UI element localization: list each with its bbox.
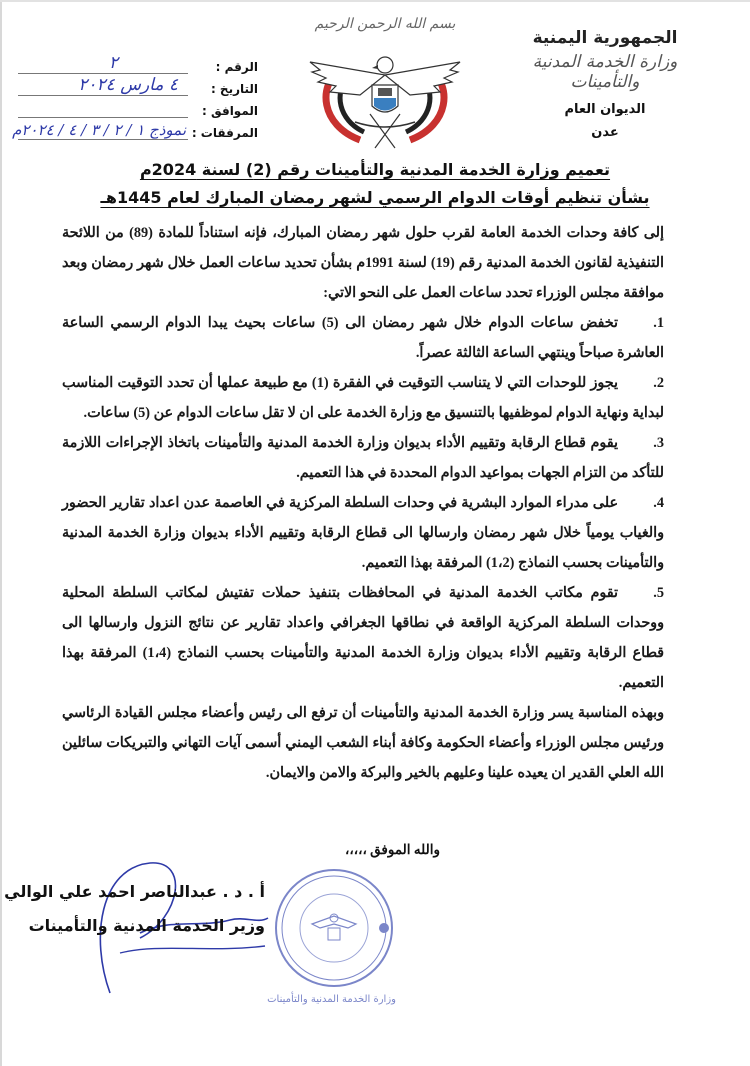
list-item-text: تخفض ساعات الدوام خلال شهر رمضان الى (5) ساعات بحيث يبدا الدوام الرسمي الساعة العاشرة صباحاً وينتهي الساعة الثالثة عصراً. xyxy=(62,315,664,361)
ref-number-value: ٢ xyxy=(108,53,118,73)
ref-attachments-row xyxy=(12,118,258,140)
ref-number-line xyxy=(18,55,188,74)
list-item-text: تقوم مكاتب الخدمة المدنية في المحافظات بتنفيذ حملات تفتيش لمكاتب السلطة المحلية ووحدات السلطة المركزية الواقعة في نطاقها الجغرافي واعداد تقارير عن نتائج النزول وارسالها الى قطاع الرقابة وتقييم الأداء بديوان وزارة الخدمة المدنية والتأمينات بحسب النماذج (1،4) المرفقة بهذا التعميم. xyxy=(62,585,665,691)
ref-number-label: الرقم : xyxy=(215,60,258,74)
list-item-text: يجوز للوحدات التي لا يتناسب التوقيت في الفقرة (1) مع طبيعة عملها أن تحدد التوقيت المناسب لبداية ونهاية الدوام لموظفيها بالتنسيق مع وزارة الخدمة على ان لا تقل ساعات الدوام عن (5) ساعات. xyxy=(62,375,664,421)
ref-attachments-label: المرفقات : xyxy=(191,126,258,140)
office-name: الديوان العام xyxy=(564,102,646,117)
reference-fields xyxy=(12,52,258,140)
circular-subtitle-text: بشأن تنظيم أوقات الدوام الرسمي لشهر رمضان المبارك لعام 1445هـ xyxy=(100,188,650,207)
ref-date-label: التاريخ : xyxy=(210,82,258,96)
official-stamp-icon xyxy=(272,866,396,990)
page-edge xyxy=(0,0,750,2)
list-item-text: يقوم قطاع الرقابة وتقييم الأداء بديوان وزارة الخدمة المدنية والتأمينات باتخاذ الإجراءات اللازمة للتأكد من التزام الجهات بمواعيد الدوام المحددة في هذا التعميم. xyxy=(62,435,664,481)
signatory-title: وزير الخدمة المدنية والتأمينات xyxy=(28,916,265,935)
ref-corresponding-line xyxy=(18,99,188,118)
ref-corresponding-row xyxy=(18,96,258,118)
list-item-number: 3. xyxy=(653,435,664,451)
salutation: والله الموفق ،،،،، xyxy=(345,842,440,857)
list-item xyxy=(62,488,664,578)
ref-date-row xyxy=(18,74,258,96)
list-item xyxy=(62,308,664,368)
circular-subtitle xyxy=(0,188,750,207)
list-item xyxy=(62,578,664,698)
ref-corresponding-label: الموافق : xyxy=(202,104,258,118)
city-name: عدن xyxy=(591,125,619,140)
list-item-text: على مدراء الموارد البشرية في وحدات السلطة المركزية في العاصمة عدن اعداد تقارير الحضور والغياب يومياً خلال شهر رمضان وارسالها الى قطاع الرقابة وتقييم الأداء بديوان وزارة الخدمة المدنية والتأمينات بحسب النماذج (1،2) المرفقة بهذا التعميم. xyxy=(62,495,664,571)
list-item-number: 5. xyxy=(653,585,664,601)
ref-date-value: ٤ مارس ٢٠٢٤ xyxy=(78,75,178,95)
letterhead-right xyxy=(500,28,710,140)
intro-paragraph: إلى كافة وحدات الخدمة العامة لقرب حلول شهر رمضان المبارك، فإنه استناداً للمادة (89) من اللائحة التنفيذية لقانون الخدمة المدنية رقم (19) لسنة 1991م بشأن تحديد ساعات العمل خلال شهر رمضان وبعد موافقة مجلس الوزراء تحدد ساعات العمل على النحو الاتي: xyxy=(62,225,664,301)
list-item xyxy=(62,368,664,428)
circular-title xyxy=(0,160,750,179)
ministry-name: وزارة الخدمة المدنية والتأمينات xyxy=(532,52,678,92)
basmala: بسم الله الرحمن الرحيم xyxy=(314,16,456,32)
yemen-eagle-emblem-icon xyxy=(300,40,470,150)
list-item-number: 2. xyxy=(653,375,665,391)
circular-title-text: تعميم وزارة الخدمة المدنية والتأمينات رقم (2) لسنة 2024م xyxy=(139,160,611,179)
list-item xyxy=(62,428,664,488)
ref-date-line xyxy=(18,77,188,96)
ref-attachments-value: نموذج ١ / ٢ / ٣ / ٤ / ٢٠٢٤م xyxy=(12,121,186,139)
ref-number-row xyxy=(18,52,258,74)
list-item-number: 4. xyxy=(653,495,664,511)
country-name: الجمهورية اليمنية xyxy=(532,28,678,48)
signatory-name: أ . د . عبدالناصر احمد علي الوالي xyxy=(4,882,265,901)
list-item-number: 1. xyxy=(653,315,664,331)
circular-body xyxy=(62,218,664,788)
ref-attachments-line xyxy=(12,121,188,140)
stamp-text: وزارة الخدمة المدنية والتأمينات xyxy=(267,994,396,1005)
closing-paragraph: وبهذه المناسبة يسر وزارة الخدمة المدنية والتأمينات أن ترفع الى رئيس وأعضاء مجلس القيادة الرئاسي ورئيس مجلس الوزراء وأعضاء الحكومة وكافة أبناء الشعب اليمني أسمى آيات التهاني والتبريكات سائلين الله العلي القدير ان يعيده علينا وعليهم بالخير والبركة والامن والايمان. xyxy=(62,705,664,781)
